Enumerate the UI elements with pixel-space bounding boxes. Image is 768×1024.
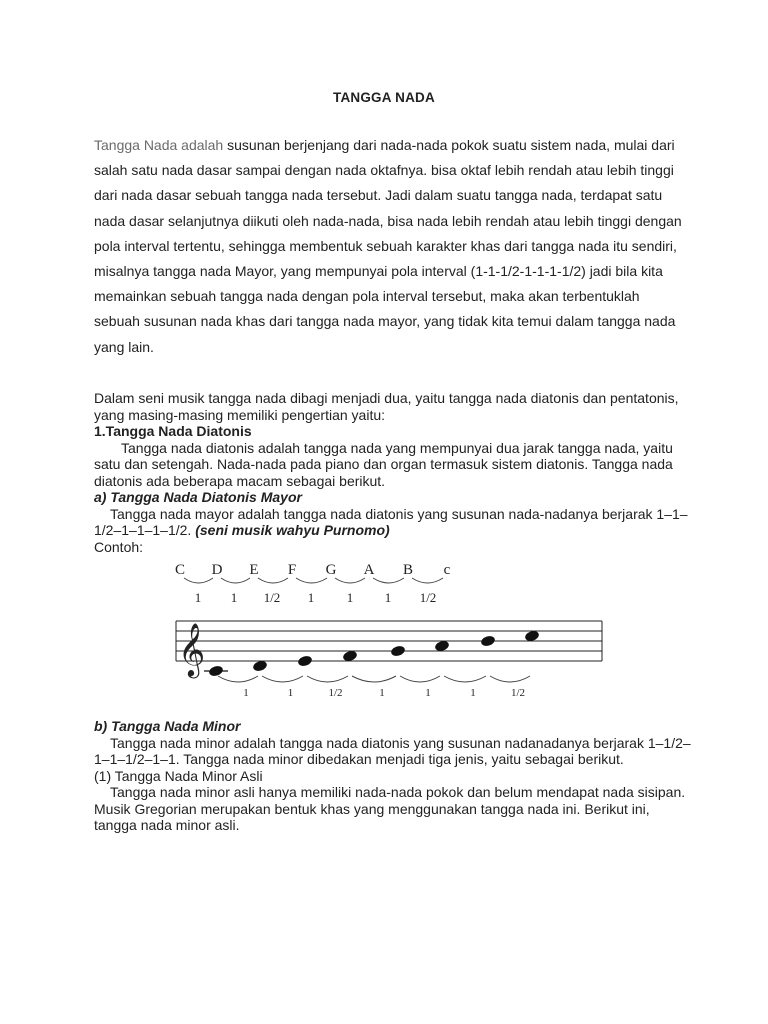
top-interval-label: 1	[230, 590, 238, 605]
example-label: Contoh:	[94, 538, 144, 555]
top-interval-label: 1	[346, 590, 354, 605]
top-interval-slur	[296, 578, 327, 583]
bottom-interval-slur	[400, 676, 440, 682]
content-block-1	[94, 390, 694, 555]
minor-sub-heading: (1) Tangga Nada Minor Asli	[94, 767, 263, 784]
note-name-label: E	[249, 562, 259, 578]
bottom-interval-slur	[490, 676, 530, 682]
note-name-label: G	[325, 562, 337, 578]
top-interval-label: 1/2	[419, 590, 437, 605]
note-name-label: F	[287, 562, 297, 578]
bottom-interval-slur	[262, 676, 303, 682]
division-paragraph: Dalam seni musik tangga nada dibagi menjadi dua, yaitu tangga nada diatonis dan pentatonis, yang masing-masing memiliki pengertian yaitu:	[94, 390, 679, 423]
section1-heading: 1.Tangga Nada Diatonis	[94, 423, 252, 439]
note-name-label: C	[174, 562, 186, 578]
intro-paragraph	[94, 133, 684, 360]
note-name-label: A	[363, 562, 375, 578]
top-interval-label: 1	[194, 590, 202, 605]
top-interval-slur	[221, 578, 250, 583]
major-source: (seni musik wahyu Purnomo)	[195, 522, 390, 538]
bottom-interval-label: 1	[425, 687, 431, 699]
bottom-interval-label: 1/2	[328, 687, 343, 699]
bottom-interval-label: 1/2	[510, 687, 526, 699]
top-interval-label: 1/2	[263, 590, 281, 605]
note-name-label: c	[443, 562, 451, 578]
top-interval-label: 1	[384, 590, 392, 605]
major-scale-staff	[170, 560, 610, 700]
major-paragraph	[94, 506, 694, 539]
note-name-label: D	[211, 562, 223, 578]
bottom-interval-slur	[307, 676, 348, 682]
minor-paragraph: Tangga nada minor adalah tangga nada diatonis yang susunan nadanadanya berjarak 1–1/2–1–1–1/2–1–1. Tangga nada minor dibedakan menjadi tiga jenis, yaitu sebagai berikut.	[94, 734, 691, 767]
top-interval-slur	[335, 578, 365, 583]
top-interval-slur	[373, 578, 404, 583]
top-interval-slur	[258, 578, 288, 583]
bottom-interval-slur	[444, 676, 486, 682]
treble-clef-icon: 𝄞	[178, 624, 206, 675]
content-block-2	[94, 718, 694, 834]
intro-lead: Tangga Nada adalah	[94, 137, 224, 153]
minor-sub-paragraph: Tangga nada minor asli hanya memiliki nada-nada pokok dan belum mendapat nada sisipan. Musik Gregorian merupakan bentuk khas yang menggunakan tangga nada ini. Berikut ini, tangga nada minor asli.	[94, 784, 686, 833]
major-heading: a) Tangga Nada Diatonis Mayor	[94, 489, 302, 505]
top-interval-slur	[412, 578, 443, 583]
bottom-interval-slur	[352, 676, 396, 682]
bottom-interval-label: 1	[470, 687, 476, 699]
note-name-label: B	[402, 562, 414, 578]
bottom-interval-label: 1	[379, 687, 385, 699]
minor-heading: b) Tangga Nada Minor	[94, 718, 241, 734]
bottom-interval-slur	[218, 676, 258, 682]
note-head	[390, 644, 406, 657]
section1-paragraph: Tangga nada diatonis adalah tangga nada yang mempunyai dua jarak tangga nada, yaitu satu dan setengah. Nada-nada pada piano dan organ termasuk sistem diatonis. Tangga nada diatonis ada beberapa macam sebagai berikut.	[94, 439, 673, 489]
intro-text: susunan berjenjang dari nada-nada pokok suatu sistem nada, mulai dari salah satu nada dasar sampai dengan nada oktafnya. bisa oktaf lebih rendah atau lebih tinggi dari nada dasar sebuah tangga nada tersebut. Jadi dalam suatu tangga nada, terdapat satu nada dasar selanjutnya diikuti oleh nada-nada, bisa nada lebih rendah atau lebih tinggi dengan pola interval tertentu, sehingga membentuk sebuah karakter khas dari tangga nada itu sendiri, misalnya tangga nada Mayor, yang mempunyai pola interval (1-1-1/2-1-1-1-1/2) jadi bila kita memainkan sebuah tangga nada dengan pola interval tersebut, maka akan terbentuklah sebuah susunan nada khas dari tangga nada mayor, yang tidak kita temui dalam tangga nada yang lain.	[94, 137, 682, 355]
bottom-interval-label: 1	[243, 687, 249, 699]
top-interval-label: 1	[307, 590, 315, 605]
note-head	[480, 634, 496, 647]
note-head	[297, 654, 313, 667]
bottom-interval-label: 1	[287, 687, 294, 699]
major-scale-figure	[170, 560, 610, 700]
page-title: TANGGA NADA	[333, 90, 435, 105]
top-interval-slur	[184, 578, 213, 583]
major-text: Tangga nada mayor adalah tangga nada diatonis yang susunan nada-nadanya berjarak 1–1–1/2–1–1–1–1/2.	[94, 505, 688, 538]
